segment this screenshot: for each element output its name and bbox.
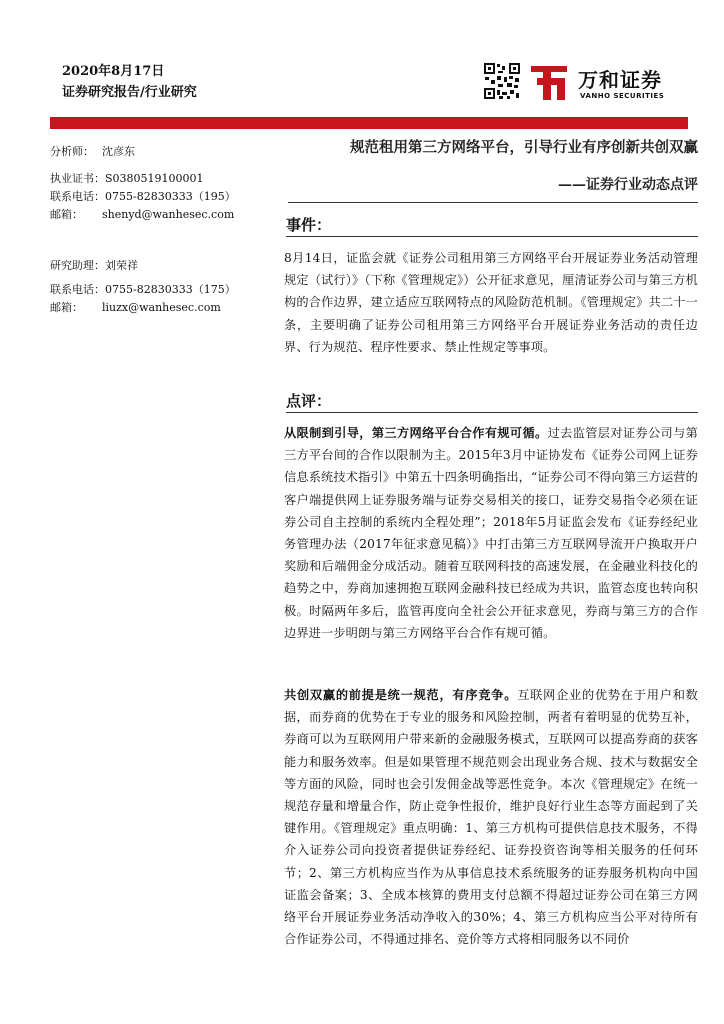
assistant-name: 刘荣祥 — [105, 259, 138, 272]
logo-name-en: VANHO SECURITIES — [580, 92, 665, 100]
event-heading: 事件： — [286, 216, 332, 234]
analyst-name: 沈彦东 — [102, 145, 135, 158]
report-subtitle: ——证券行业动态点评 — [558, 177, 698, 193]
event-paragraph: 8月14日，证监会就《证券公司租用第三方网络平台开展证券业务活动管理规定（试行）》（下称《管理规定》）公开征求意见，厘清证券公司与第三方机构的合作边界，建立适应互联网特点的风险防范机制。《管理规定》共二十一条，主要明确了证券公司租用第三方网络平台开展证券业务活动的责任边界、行为规范、程序性要求、禁止性规定等事项。 — [284, 251, 698, 354]
comment-divider — [286, 412, 698, 413]
paragraph-1-lead: 从限制到引导，第三方网络平台合作有规可循。 — [284, 426, 548, 440]
title-divider — [288, 202, 698, 203]
event-divider — [286, 236, 698, 237]
cert-number: S0380519100001 — [105, 172, 204, 185]
cert-row: 执业证书：S0380519100001 — [50, 172, 204, 185]
email-row-1: 邮箱： shenyd@wanhesec.com — [50, 208, 235, 221]
analyst-row: 分析师： 沈彦东 — [50, 145, 135, 158]
comment-heading: 点评： — [286, 392, 332, 410]
logo-name-cn: 万和证券 — [578, 68, 662, 92]
report-title: 规范租用第三方网络平台，引导行业有序创新共创双赢 — [350, 139, 698, 156]
qr-code-icon — [483, 62, 521, 100]
report-type: 证券研究报告/行业研究 — [62, 85, 197, 100]
assistant-row: 研究助理：刘荣祥 — [50, 259, 138, 272]
comment-paragraph-1: 从限制到引导，第三方网络平台合作有规可循。过去监管层对证券公司与第三方平台间的合作以限制为主。2015年3月中证协发布《证券公司网上证券信息系统技术指引》中第五十四条明确指出，“证券公司不得向第三方运营的客户端提供网上证券服务端与证券交易相关的接口，证券交易指令必须在证券公司自主控制的系统内全程处理”；2018年5月证监会发布《证券经纪业务管理办法（2017年征求意见稿）》中打击第三方互联网导流开户换取开户奖励和后端佣金分成活动。随着互联网科技的高速发展，在金融业科技化的趋势之中，券商加速拥抱互联网金融科技已经成为共识，监管态度也转向积极。时隔两年多后，监管再度向全社会公开征求意见，券商与第三方的合作边界进一步明朗与第三方网络平台合作有规可循。 — [284, 426, 698, 640]
paragraph-2-lead: 共创双赢的前提是统一规范，有序竞争。 — [284, 688, 518, 702]
email-2[interactable]: liuzx@wanhesec.com — [102, 301, 221, 314]
phone-row-1: 联系电话：0755-82830333（195） — [50, 190, 236, 203]
header-red-bar — [50, 117, 688, 129]
email-1[interactable]: shenyd@wanhesec.com — [102, 208, 235, 221]
report-date: 2020年8月17日 — [62, 64, 165, 79]
phone-2: 0755-82830333（175） — [105, 283, 236, 296]
phone-row-2: 联系电话：0755-82830333（175） — [50, 283, 236, 296]
comment-paragraph-2: 共创双赢的前提是统一规范，有序竞争。互联网企业的优势在于用户和数据，而券商的优势在于专业的服务和风险控制，两者有着明显的优势互补，券商可以为互联网用户带来新的金融服务模式，互联网可以提高券商的获客能力和服务效率。但是如果管理不规范则会出现业务合规、技术与数据安全等方面的风险，同时也会引发佣金战等恶性竞争。本次《管理规定》在统一规范存量和增量合作，防止竞争性报价，维护良好行业生态等方面起到了关键作用。《管理规定》重点明确：1、第三方机构可提供信息技术服务，不得介入证券公司向投资者提供证券经纪、证券投资咨询等相关服务的任何环节；2、第三方机构应当作为从事信息技术系统服务的证券服务机构向中国证监会备案；3、全成本核算的费用支付总额不得超过证券公司在第三方网络平台开展证券业务活动净收入的30%；4、第三方机构应当公平对待所有合作证券公司，不得通过排名、竞价等方式将相同服务以不同价 — [284, 688, 698, 947]
email-row-2: 邮箱： liuzx@wanhesec.com — [50, 301, 221, 314]
analyst-sidebar — [50, 143, 250, 317]
phone-1: 0755-82830333（195） — [105, 190, 236, 203]
